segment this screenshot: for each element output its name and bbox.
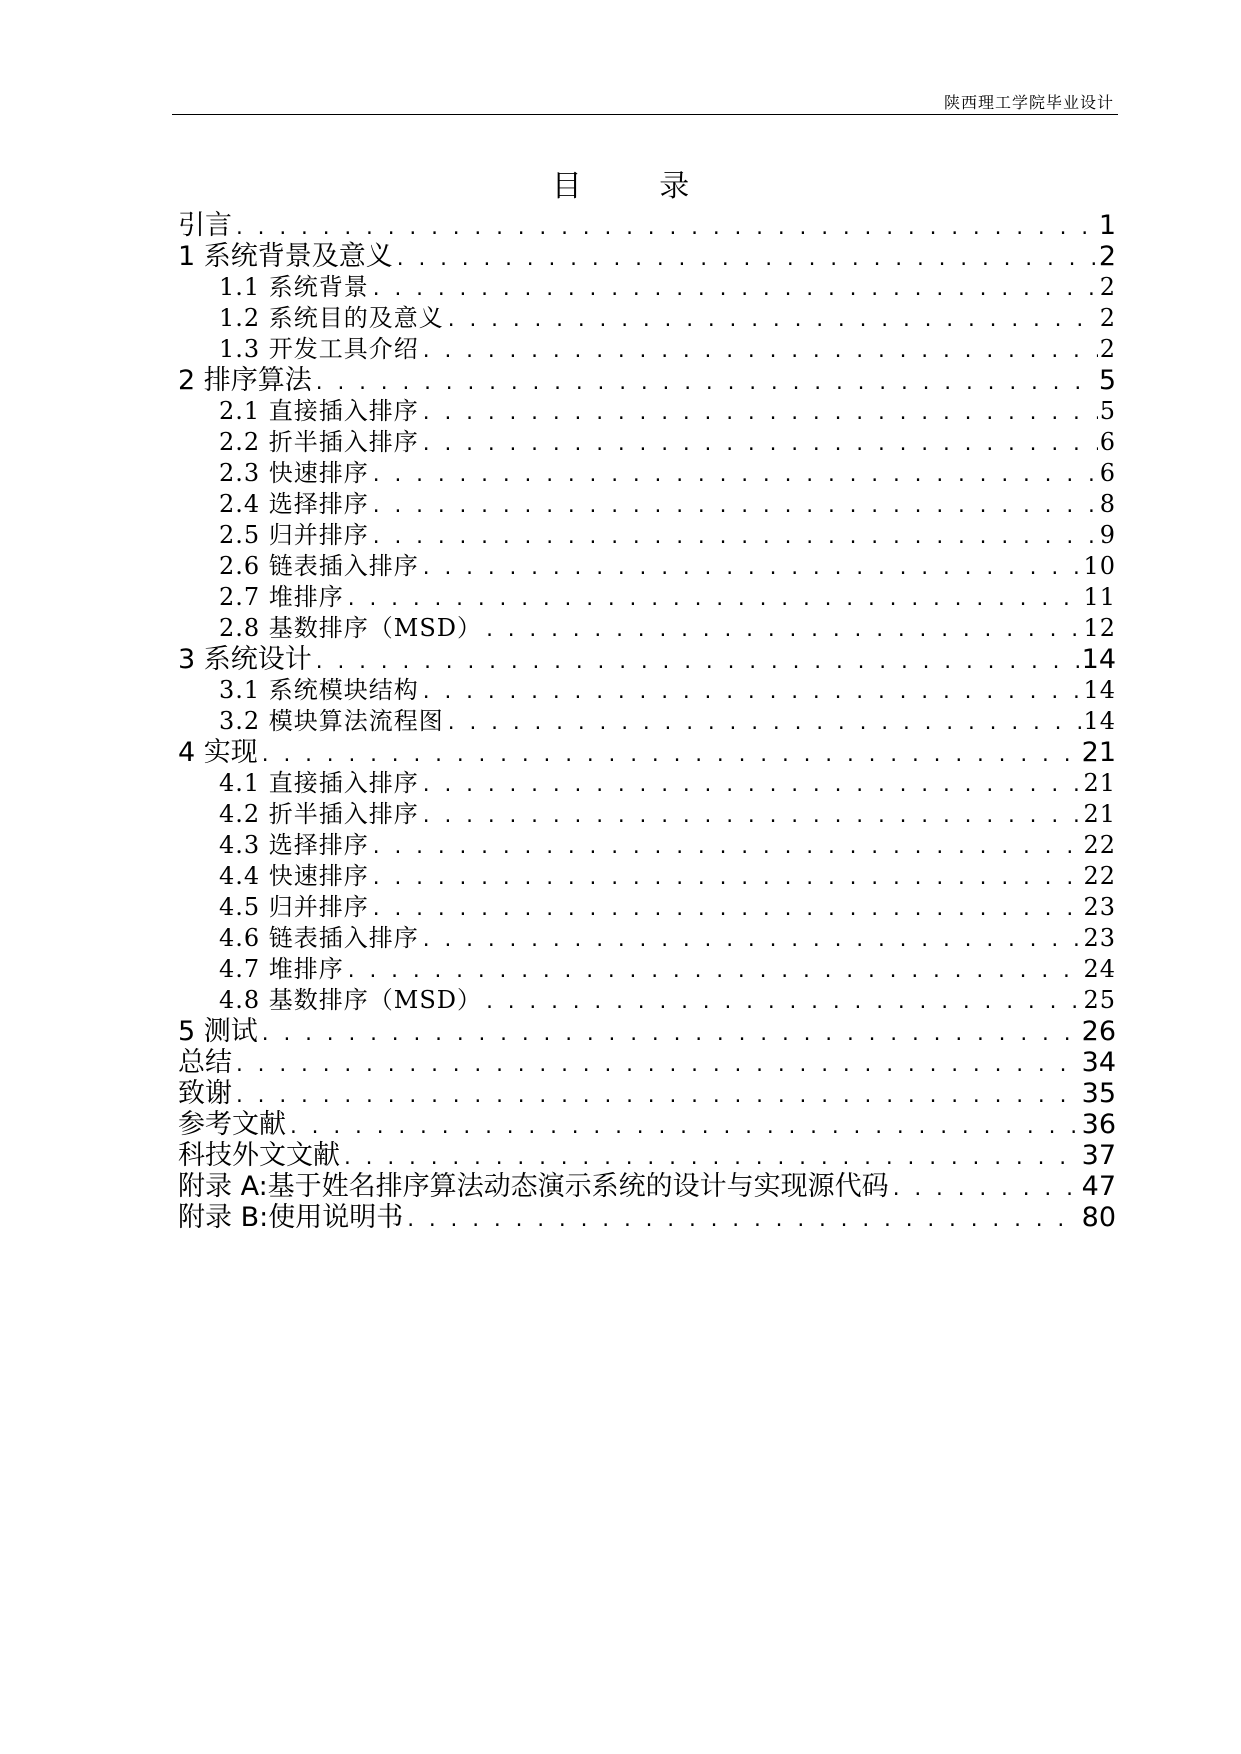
toc-entry-label: 3 系统设计 — [178, 644, 312, 675]
toc-dot-leader — [234, 1081, 1080, 1112]
toc-dot-leader — [234, 213, 1097, 244]
toc-entry-label: 4.4 快速排序 — [219, 862, 369, 890]
toc-entry-page-number: 34 — [1081, 1047, 1116, 1078]
toc-entry-label: 1 系统背景及意义 — [178, 241, 393, 272]
toc-entry-page-number: 24 — [1083, 955, 1116, 983]
toc-entry[interactable] — [178, 396, 1116, 427]
toc-dot-leader — [421, 398, 1098, 429]
toc-entry[interactable] — [178, 520, 1116, 551]
toc-entry-page-number: 11 — [1083, 583, 1116, 611]
toc-entry-label: 2.2 折半插入排序 — [219, 428, 419, 456]
toc-entry[interactable] — [178, 675, 1116, 706]
toc-entry[interactable] — [178, 830, 1116, 861]
toc-entry-label: 参考文献 — [178, 1109, 286, 1140]
toc-entry-page-number: 80 — [1081, 1202, 1116, 1233]
toc-entry-label: 2.3 快速排序 — [219, 459, 369, 487]
toc-entry-page-number: 10 — [1083, 552, 1116, 580]
toc-dot-leader — [371, 894, 1082, 925]
toc-entry-label: 总结 — [178, 1047, 232, 1078]
toc-entry[interactable] — [178, 489, 1116, 520]
toc-entry-page-number: 23 — [1083, 924, 1116, 952]
toc-entry-label: 2.5 归并排序 — [219, 521, 369, 549]
toc-entry-label: 引言 — [178, 210, 232, 241]
toc-entry-page-number: 2 — [1098, 241, 1116, 272]
toc-dot-leader — [891, 1174, 1080, 1205]
toc-entry-label: 4.5 归并排序 — [219, 893, 369, 921]
table-of-contents — [178, 210, 1116, 1233]
toc-entry-label: 4.6 链表插入排序 — [219, 924, 419, 952]
toc-entry[interactable] — [178, 303, 1116, 334]
toc-entry-page-number: 35 — [1081, 1078, 1116, 1109]
toc-dot-leader — [371, 832, 1082, 863]
toc-entry-label: 3.2 模块算法流程图 — [219, 707, 444, 735]
toc-title: 目 录 — [551, 169, 724, 204]
toc-entry-page-number: 26 — [1081, 1016, 1116, 1047]
toc-entry[interactable] — [178, 272, 1116, 303]
toc-entry-label: 4.1 直接插入排序 — [219, 769, 419, 797]
toc-entry-page-number: 8 — [1099, 490, 1116, 518]
toc-entry[interactable] — [178, 799, 1116, 830]
toc-entry-page-number: 2 — [1099, 273, 1116, 301]
toc-entry[interactable] — [178, 365, 1116, 396]
toc-dot-leader — [371, 274, 1098, 305]
header-school-name: 陕西理工学院毕业设计 — [943, 93, 1114, 112]
toc-entry-page-number: 14 — [1083, 707, 1116, 735]
toc-entry[interactable] — [178, 613, 1116, 644]
toc-dot-leader — [346, 956, 1082, 987]
toc-dot-leader — [371, 522, 1098, 553]
toc-dot-leader — [260, 1019, 1080, 1050]
toc-entry-label: 2.1 直接插入排序 — [219, 397, 419, 425]
toc-entry-page-number: 37 — [1081, 1140, 1116, 1171]
toc-entry[interactable] — [178, 1109, 1116, 1140]
toc-dot-leader — [371, 460, 1098, 491]
toc-dot-leader — [421, 801, 1082, 832]
toc-entry-label: 5 测试 — [178, 1016, 258, 1047]
toc-dot-leader — [421, 677, 1082, 708]
toc-dot-leader — [421, 336, 1098, 367]
toc-entry[interactable] — [178, 427, 1116, 458]
toc-entry-label: 4.2 折半插入排序 — [219, 800, 419, 828]
toc-entry-page-number: 23 — [1083, 893, 1116, 921]
toc-entry-label: 4 实现 — [178, 737, 258, 768]
toc-entry-page-number: 47 — [1081, 1171, 1116, 1202]
toc-dot-leader — [405, 1205, 1079, 1236]
toc-entry[interactable] — [178, 241, 1116, 272]
toc-dot-leader — [234, 1050, 1080, 1081]
toc-entry-label: 2.8 基数排序（MSD） — [219, 614, 483, 642]
page-header — [172, 84, 1118, 115]
toc-dot-leader — [421, 925, 1082, 956]
toc-entry[interactable] — [178, 985, 1116, 1016]
toc-entry-page-number: 6 — [1099, 428, 1116, 456]
toc-entry-label: 科技外文文献 — [178, 1140, 340, 1171]
toc-entry-label: 4.3 选择排序 — [219, 831, 369, 859]
toc-entry-page-number: 25 — [1083, 986, 1116, 1014]
toc-dot-leader — [421, 770, 1082, 801]
toc-dot-leader — [421, 429, 1098, 460]
toc-entry[interactable] — [178, 582, 1116, 613]
toc-entry[interactable] — [178, 768, 1116, 799]
toc-entry[interactable] — [178, 1047, 1116, 1078]
toc-entry-label: 附录 A:基于姓名排序算法动态演示系统的设计与实现源代码 — [178, 1171, 889, 1202]
toc-dot-leader — [446, 708, 1082, 739]
toc-entry-label: 1.3 开发工具介绍 — [219, 335, 419, 363]
toc-entry[interactable] — [178, 1078, 1116, 1109]
toc-entry-page-number: 14 — [1083, 676, 1116, 704]
toc-dot-leader — [371, 863, 1082, 894]
toc-entry-page-number: 5 — [1099, 397, 1116, 425]
toc-entry-label: 4.7 堆排序 — [219, 955, 344, 983]
toc-entry-page-number: 2 — [1099, 304, 1116, 332]
toc-entry[interactable] — [178, 644, 1116, 675]
toc-dot-leader — [314, 368, 1097, 399]
toc-dot-leader — [346, 584, 1082, 615]
toc-entry-page-number: 1 — [1098, 210, 1116, 241]
toc-entry-label: 2.7 堆排序 — [219, 583, 344, 611]
toc-entry-label: 附录 B:使用说明书 — [178, 1202, 404, 1233]
toc-entry-label: 2 排序算法 — [178, 365, 312, 396]
toc-dot-leader — [395, 244, 1097, 275]
toc-entry[interactable] — [178, 1202, 1116, 1233]
toc-entry-page-number: 5 — [1098, 365, 1116, 396]
toc-dot-leader — [260, 740, 1080, 771]
toc-entry-page-number: 2 — [1099, 335, 1116, 363]
toc-entry-label: 2.6 链表插入排序 — [219, 552, 419, 580]
toc-entry-label: 1.1 系统背景 — [219, 273, 369, 301]
toc-dot-leader — [371, 491, 1098, 522]
toc-entry[interactable] — [178, 954, 1116, 985]
toc-entry-page-number: 22 — [1083, 862, 1116, 890]
toc-entry-label: 2.4 选择排序 — [219, 490, 369, 518]
toc-entry[interactable] — [178, 210, 1116, 241]
toc-entry-page-number: 22 — [1083, 831, 1116, 859]
toc-entry[interactable] — [178, 1140, 1116, 1171]
toc-entry[interactable] — [178, 458, 1116, 489]
toc-entry-page-number: 12 — [1083, 614, 1116, 642]
toc-dot-leader — [288, 1112, 1080, 1143]
toc-entry[interactable] — [178, 892, 1116, 923]
toc-entry[interactable] — [178, 551, 1116, 582]
toc-dot-leader — [342, 1143, 1080, 1174]
toc-entry-page-number: 6 — [1099, 459, 1116, 487]
toc-dot-leader — [484, 615, 1081, 646]
toc-entry[interactable] — [178, 861, 1116, 892]
toc-entry[interactable] — [178, 334, 1116, 365]
toc-entry-label: 3.1 系统模块结构 — [219, 676, 419, 704]
toc-entry[interactable] — [178, 1171, 1116, 1202]
toc-entry-page-number: 21 — [1083, 800, 1116, 828]
toc-entry-label: 4.8 基数排序（MSD） — [219, 986, 483, 1014]
toc-dot-leader — [484, 987, 1081, 1018]
toc-entry-page-number: 21 — [1083, 769, 1116, 797]
toc-entry-page-number: 9 — [1099, 521, 1116, 549]
toc-dot-leader — [421, 553, 1082, 584]
toc-entry-page-number: 36 — [1081, 1109, 1116, 1140]
toc-entry[interactable] — [178, 737, 1116, 768]
toc-dot-leader — [446, 305, 1098, 336]
toc-entry-page-number: 14 — [1081, 644, 1116, 675]
toc-entry[interactable] — [178, 923, 1116, 954]
toc-entry-label: 1.2 系统目的及意义 — [219, 304, 444, 332]
toc-entry-label: 致谢 — [178, 1078, 232, 1109]
toc-dot-leader — [314, 647, 1080, 678]
toc-entry[interactable] — [178, 706, 1116, 737]
toc-entry-page-number: 21 — [1081, 737, 1116, 768]
toc-entry[interactable] — [178, 1016, 1116, 1047]
